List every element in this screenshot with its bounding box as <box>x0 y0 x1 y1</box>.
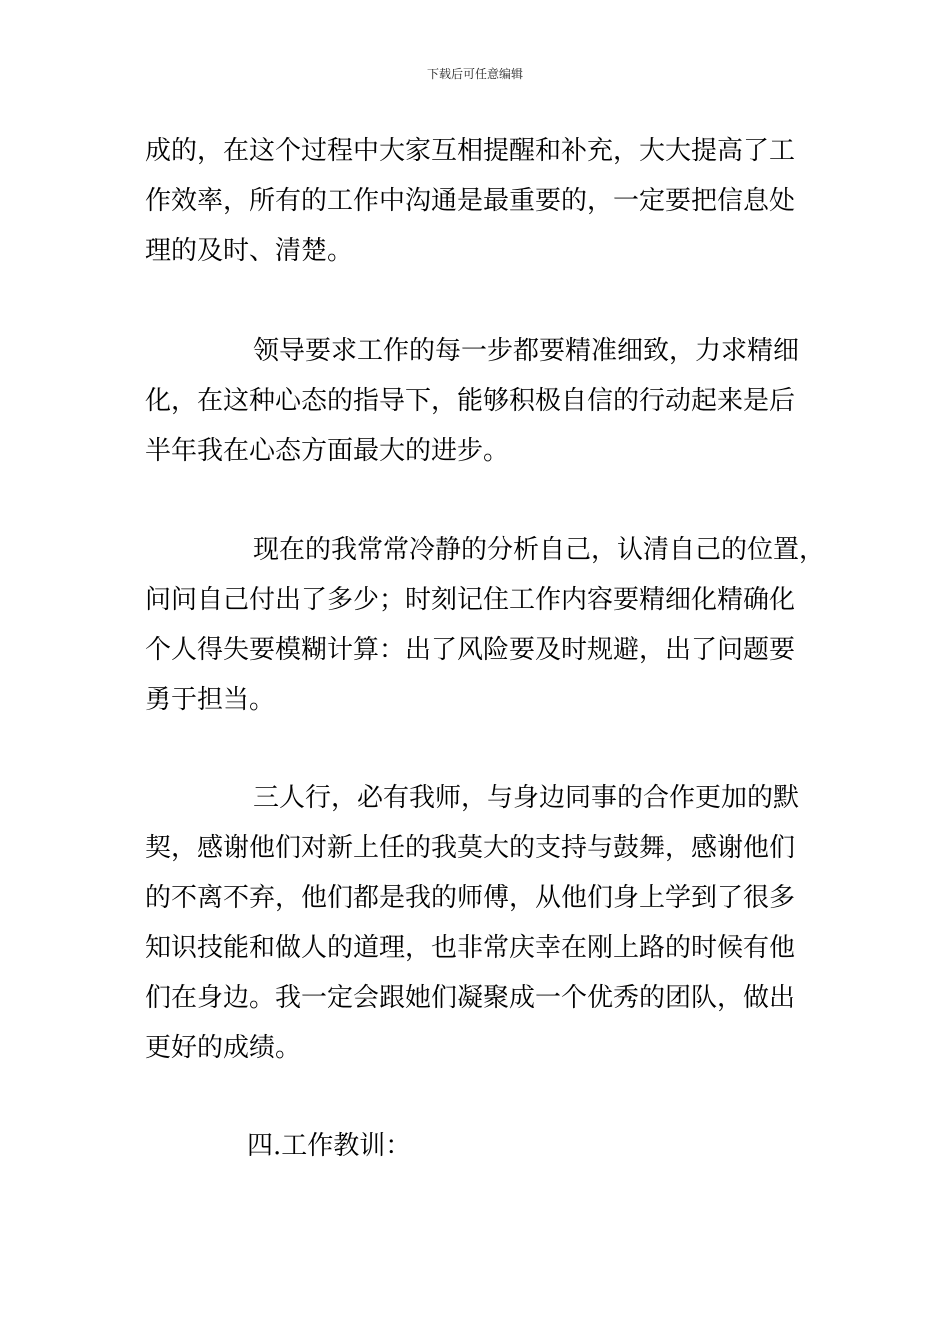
paragraph-line: 勇于担当。 <box>145 685 276 715</box>
paragraph-line: 化，在这种心态的指导下，能够积极自信的行动起来是后 <box>145 386 796 416</box>
paragraph-line: 们在身边。我一定会跟她们凝聚成一个优秀的团队，做出 <box>145 983 796 1013</box>
paragraph-line: 半年我在心态方面最大的进步。 <box>145 436 510 466</box>
paragraph-line: 作效率，所有的工作中沟通是最重要的，一定要把信息处 <box>145 186 796 216</box>
paragraph-line: 领导要求工作的每一步都要精准细致，力求精细 <box>253 336 800 366</box>
paragraph-2 <box>145 326 815 476</box>
header-note: 下载后可任意编辑 <box>426 67 523 81</box>
paragraph-line: 的不离不弃，他们都是我的师傅，从他们身上学到了很多 <box>145 883 796 913</box>
paragraph-3 <box>145 525 826 725</box>
paragraph-line: 成的，在这个过程中大家互相提醒和补充，大大提高了工 <box>145 136 796 166</box>
paragraph-line: 三人行，必有我师，与身边同事的合作更加的默 <box>253 783 800 813</box>
paragraph-line: 知识技能和做人的道理，也非常庆幸在刚上路的时候有他 <box>145 933 796 963</box>
paragraph-line: 更好的成绩。 <box>145 1033 302 1063</box>
section-heading <box>145 1121 815 1171</box>
paragraph-line: 理的及时、清楚。 <box>145 236 354 266</box>
paragraph-line: 契，感谢他们对新上任的我莫大的支持与鼓舞，感谢他们 <box>145 833 796 863</box>
section-heading-text: 四.工作教训： <box>247 1131 412 1161</box>
paragraph-line: 问问自己付出了多少；时刻记住工作内容要精细化精确化 <box>145 585 796 615</box>
paragraph-4 <box>145 773 815 1073</box>
paragraph-line: 个人得失要模糊计算：出了风险要及时规避，出了问题要 <box>145 635 796 665</box>
paragraph-1 <box>145 126 815 276</box>
paragraph-line: 现在的我常常冷静的分析自己，认清自己的位置， <box>253 535 826 565</box>
